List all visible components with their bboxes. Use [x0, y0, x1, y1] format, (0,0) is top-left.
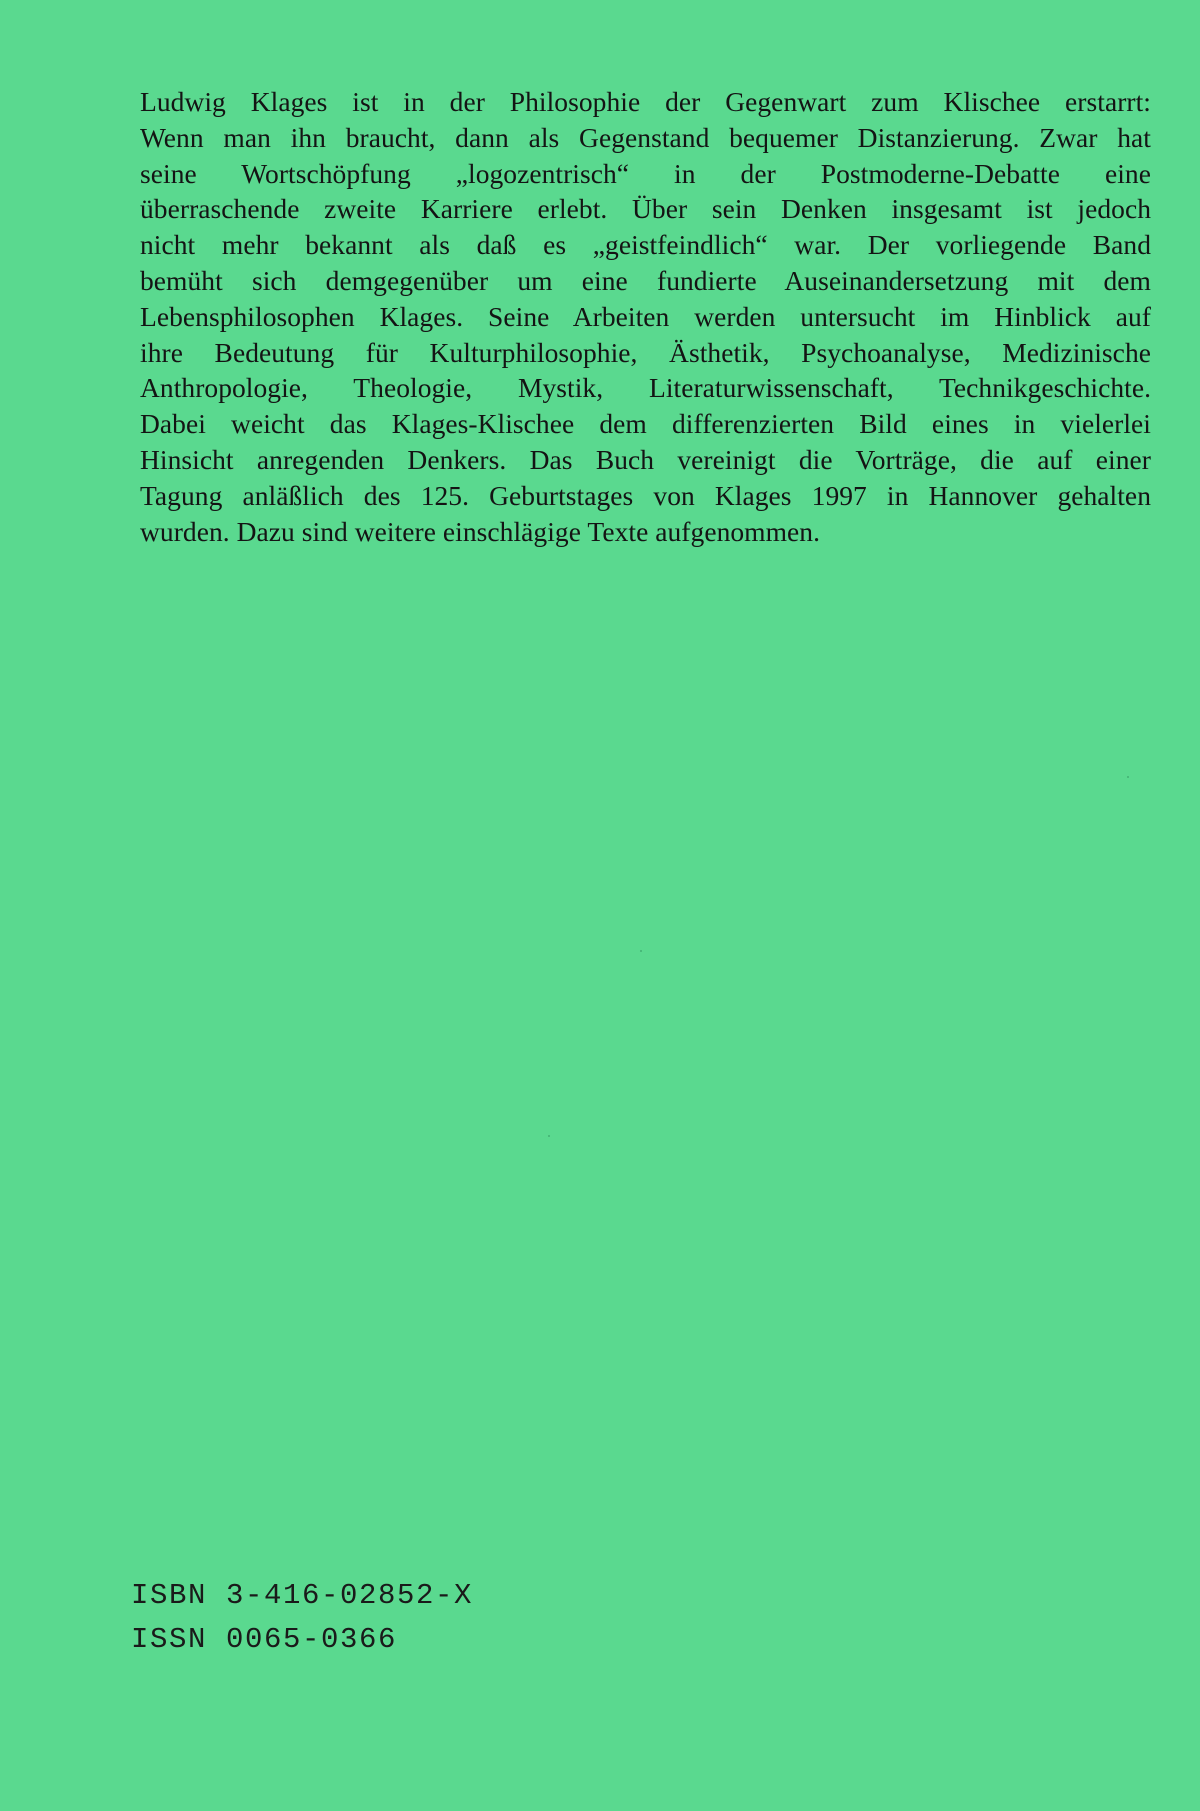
isbn-number: ISBN 3-416-02852-X: [131, 1579, 474, 1612]
blurb-line: ihre Bedeutung für Kulturphilosophie, Ästhetik, Psychoanalyse, Medizinische: [140, 336, 1151, 368]
blurb-line: Dabei weicht das Klages-Klischee dem differenzierten Bild eines in vielerlei: [140, 408, 1151, 440]
blurb-line: bemüht sich demgegenüber um eine fundierte Auseinandersetzung mit dem: [140, 264, 1151, 296]
identifier-block: [131, 1574, 473, 1662]
issn-number: ISSN 0065-0366: [131, 1623, 398, 1656]
blurb-line: nicht mehr bekannt als daß es „geistfeindlich“ war. Der vorliegende Band: [140, 229, 1151, 261]
blurb-line: Lebensphilosophen Klages. Seine Arbeiten werden untersucht im Hinblick auf: [140, 300, 1151, 332]
blurb-line: Hinsicht anregenden Denkers. Das Buch vereinigt die Vorträge, die auf einer: [140, 443, 1151, 475]
scan-speck: [640, 950, 642, 952]
blurb-line: Anthropologie, Theologie, Mystik, Literaturwissenschaft, Technikgeschichte.: [140, 372, 1151, 404]
blurb-line: Ludwig Klages ist in der Philosophie der Gegenwart zum Klischee erstarrt:: [140, 86, 1151, 117]
blurb-line: wurden. Dazu sind weitere einschlägige Texte aufgenommen.: [140, 515, 821, 547]
blurb-line: seine Wortschöpfung „logozentrisch“ in der Postmoderne-Debatte eine: [140, 157, 1151, 189]
blurb-line: überraschende zweite Karriere erlebt. Über sein Denken insgesamt ist jedoch: [140, 193, 1151, 225]
scan-speck: [1127, 776, 1129, 778]
blurb-line: Tagung anläßlich des 125. Geburtstages von Klages 1997 in Hannover gehalten: [140, 479, 1151, 511]
scan-speck: [548, 1135, 550, 1137]
blurb-paragraph: [140, 84, 1151, 549]
blurb-line: Wenn man ihn braucht, dann als Gegenstand bequemer Distanzierung. Zwar hat: [140, 121, 1151, 153]
